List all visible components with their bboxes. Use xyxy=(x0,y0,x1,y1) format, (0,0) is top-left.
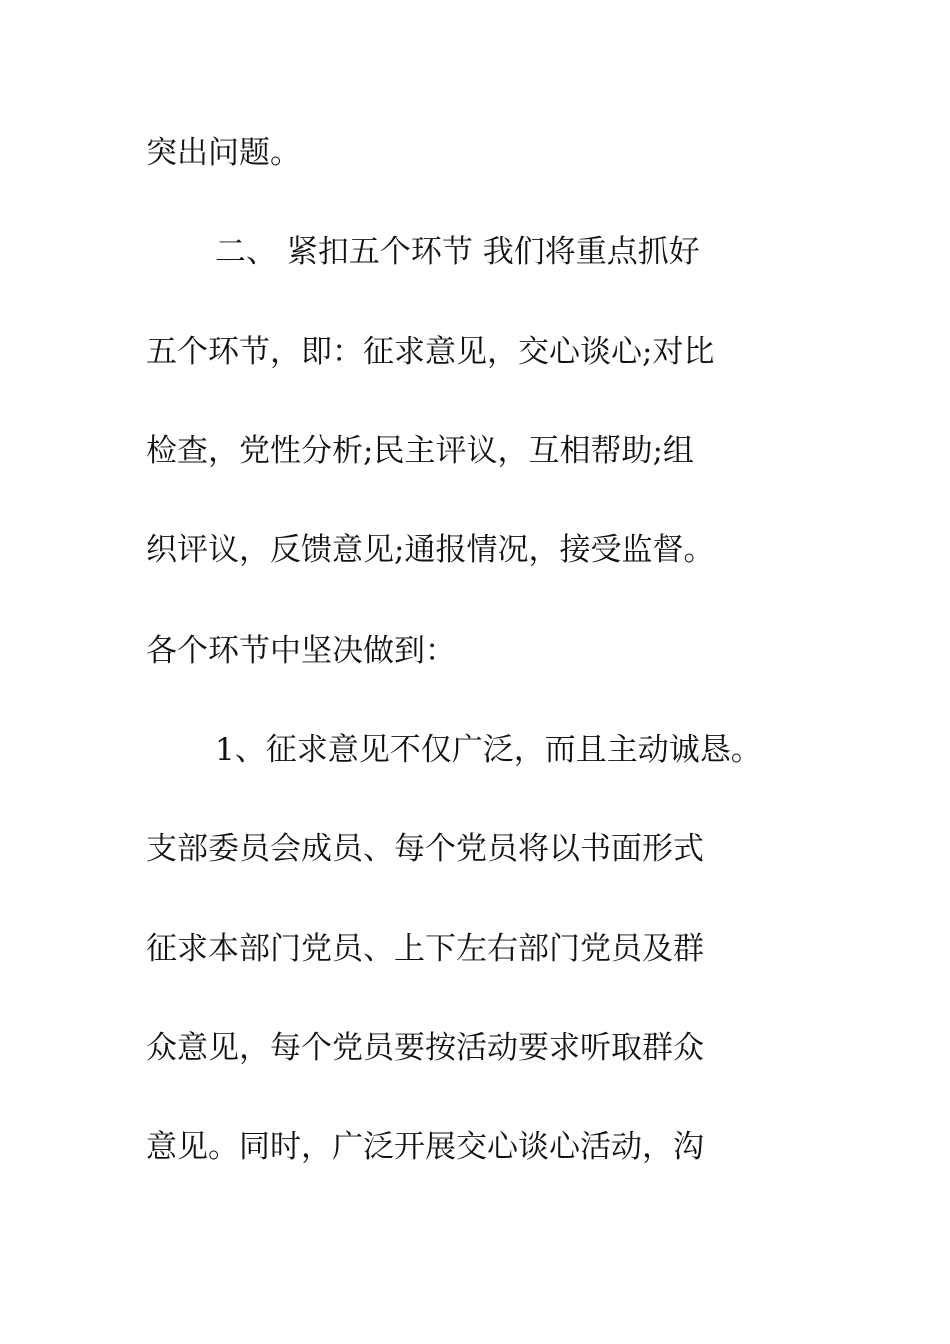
section-heading: 二、 紧扣五个环节 我们将重点抓好 xyxy=(215,234,700,270)
text-line: 意见。同时，广泛开展交心谈心活动，沟 xyxy=(146,1129,704,1165)
text-line: 众意见，每个党员要按活动要求听取群众 xyxy=(146,1030,704,1066)
list-item-heading: 1、征求意见不仅广泛，而且主动诚恳。 xyxy=(215,732,762,768)
text-line: 突出问题。 xyxy=(146,135,301,171)
text-line: 支部委员会成员、每个党员将以书面形式 xyxy=(146,831,704,867)
text-line: 检查，党性分析;民主评议，互相帮助;组 xyxy=(146,433,694,469)
text-line: 五个环节，即：征求意见，交心谈心;对比 xyxy=(146,334,715,370)
text-line: 征求本部门党员、上下左右部门党员及群 xyxy=(146,931,704,967)
text-line: 各个环节中坚决做到： xyxy=(146,633,456,669)
text-line: 织评议，反馈意见;通报情况，接受监督。 xyxy=(146,532,715,568)
